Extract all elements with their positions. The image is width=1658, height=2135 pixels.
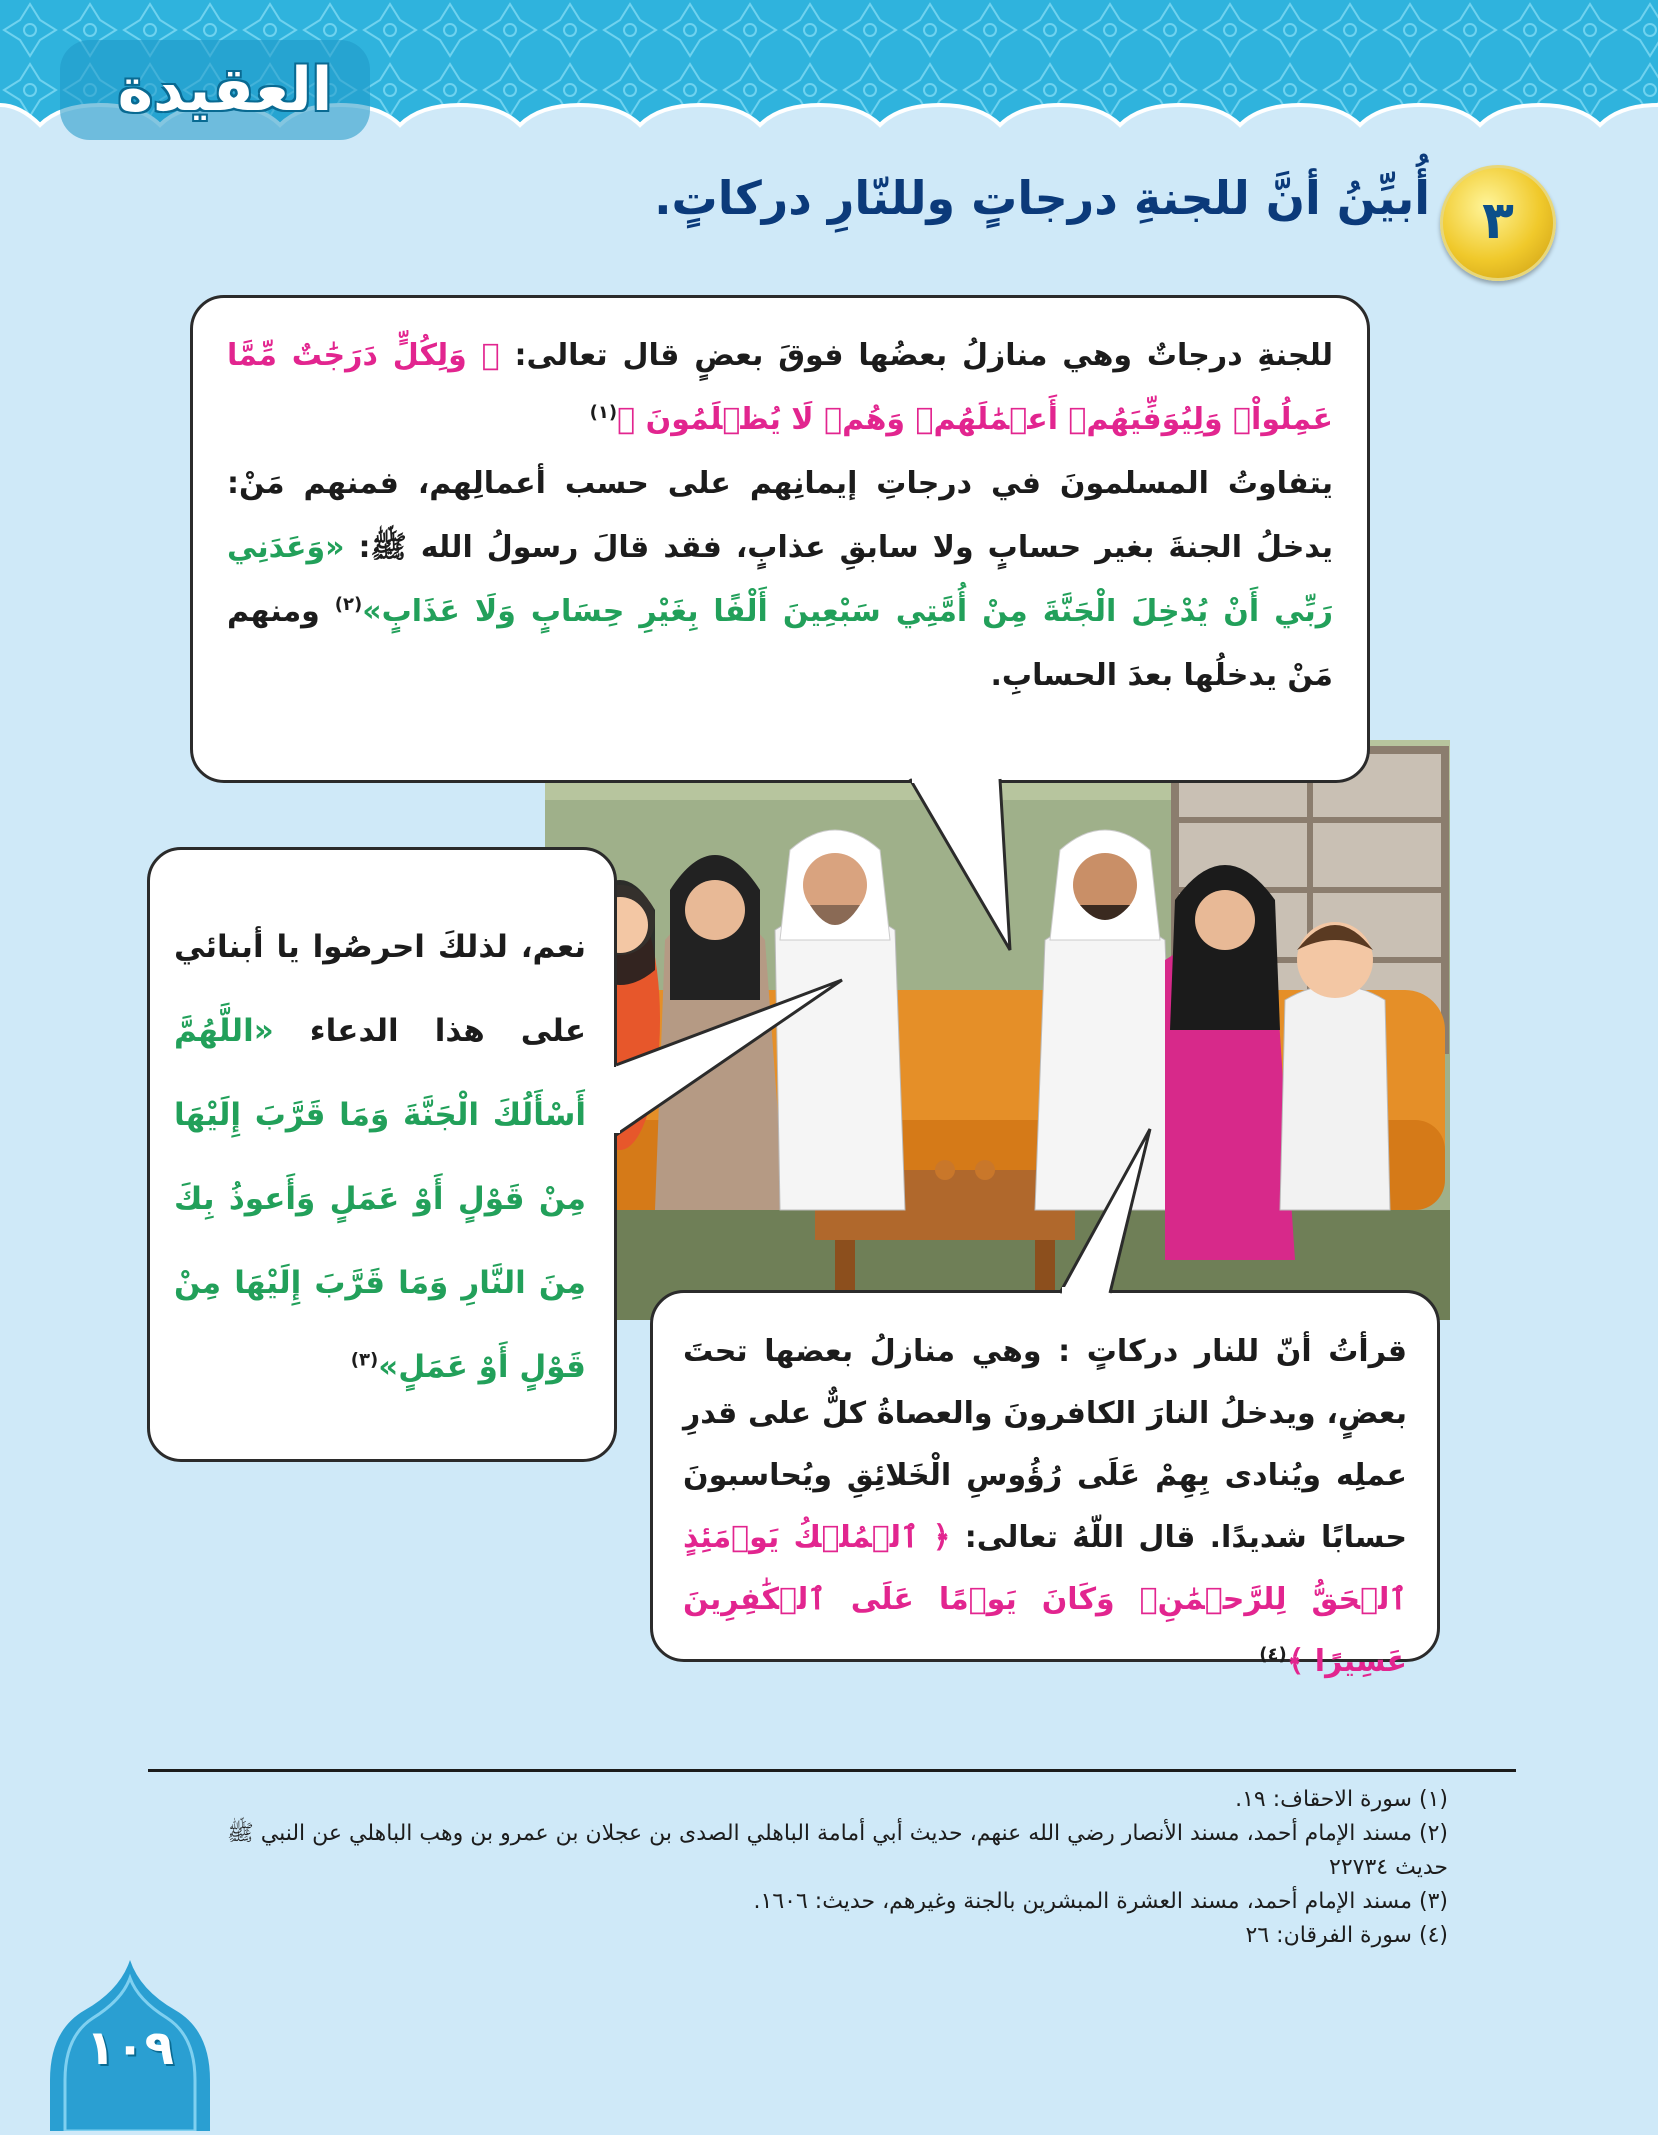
footnote-ref-2: (٢) (334, 594, 363, 615)
page-number: ١٠٩ (86, 2020, 174, 2076)
footnote-divider (148, 1769, 1516, 1772)
dua-text: «اللَّهُمَّ أَسْأَلُكَ الْجَنَّةَ وَمَا قَرَّبَ إِلَيْهَا مِنْ قَوْلٍ أَوْ عَمَلٍ وَأَعوذُ بِكَ مِنَ النَّارِ وَمَا قَرَّبَ إِلَيْهَا مِنْ قَوْلٍ أَوْ عَمَلٍ» (174, 1013, 586, 1385)
speech-bubble-tail-top (900, 775, 1040, 955)
quran-verse-fire: ﴿ ٱلۡمُلۡكُ يَوۡمَئِذٍ ٱلۡحَقُّ لِلرَّحۡمَٰنِۚ وَكَانَ يَوۡمًا عَلَى ٱلۡكَٰفِرِينَ عَسِيرًا ﴾ (683, 1520, 1407, 1679)
footnotes (118, 1783, 1448, 1953)
speech-bubble-paradise (190, 295, 1370, 783)
fire-body-text: قرأتُ أنّ للنار دركاتٍ : وهي منازلُ بعضها تحتَ بعضٍ، ويدخلُ النارَ الكافرونَ والعصاةُ كلٌّ على قدرِ عملِه ويُنادى بِهِمْ عَلَى رُؤُوسِ الْخَلائِقِ ويُحاسبونَ حسابًا شديدًا. قال اللّهُ تعالى: (683, 1334, 1407, 1555)
page-header (0, 0, 1658, 150)
bubble-ending-text: ومنهم مَنْ يدخلُها بعدَ الحسابِ. (227, 594, 1333, 693)
page-number-ornament (45, 1960, 215, 2131)
lesson-title: أُبيِّنُ أنَّ للجنةِ درجاتٍ وللنّارِ دركاتٍ. (654, 171, 1430, 225)
lesson-number-badge: ٣ (1440, 165, 1556, 281)
chapter-title: العقيدة (117, 55, 333, 125)
footnote-ref-4: (٤) (1259, 1644, 1287, 1665)
footnote-1: (١) سورة الاحقاف: ١٩. (1235, 1787, 1448, 1812)
footnote-4: (٤) سورة الفرقان: ٢٦ (1245, 1923, 1448, 1948)
bubble-intro-text: للجنةِ درجاتٌ وهي منازلُ بعضُها فوقَ بعضٍ قال تعالى: (499, 338, 1334, 373)
speech-bubble-tail-left (612, 975, 852, 1145)
mother-figure (1165, 865, 1295, 1260)
speech-bubble-fire (650, 1290, 1440, 1679)
speech-bubble-dua (147, 847, 617, 1462)
footnote-ref-1: (١) (589, 402, 618, 423)
footnote-2-continued: حديث ٢٢٧٣٤ (1329, 1855, 1448, 1880)
speech-bubble-tail-bottom (1040, 1125, 1160, 1295)
footnote-ref-3: (٣) (350, 1349, 379, 1371)
quran-verse-paradise: ﴿ وَلِكُلٍّ دَرَجَٰتٌ مِّمَّا عَمِلُواْۖ وَلِيُوَفِّيَهُمۡ أَعۡمَٰلَهُمۡ وَهُمۡ لَا يُظۡلَمُونَ ﴾ (227, 338, 1333, 437)
bubble-body-text: يتفاوتُ المسلمونَ في درجاتِ إيمانِهم على حسب أعمالِهم، فمنهم مَنْ: يدخلُ الجنةَ بغير حسابٍ ولا سابقِ عذابٍ، فقد قالَ رسولُ الله ﷺ: (227, 466, 1333, 565)
footnote-2: (٢) مسند الإمام أحمد، مسند الأنصار رضي الله عنهم، حديث أبي أمامة الباهلي الصدى بن عجلان بن عمرو بن وهب الباهلي عن النبي ﷺ (227, 1821, 1448, 1846)
dua-intro-text: نعم، لذلكَ احرصُوا يا أبنائي على هذا الدعاء (174, 929, 586, 1049)
footnote-3: (٣) مسند الإمام أحمد، مسند العشرة المبشرين بالجنة وغيرهم، حديث: ١٦٠٦. (753, 1889, 1448, 1914)
hadith-text: «وَعَدَنِي رَبِّي أَنْ يُدْخِلَ الْجَنَّةَ مِنْ أُمَّتِي سَبْعِينَ أَلْفًا بِغَيْرِ حِسَابٍ وَلَا عَذَابٍ» (227, 530, 1333, 629)
